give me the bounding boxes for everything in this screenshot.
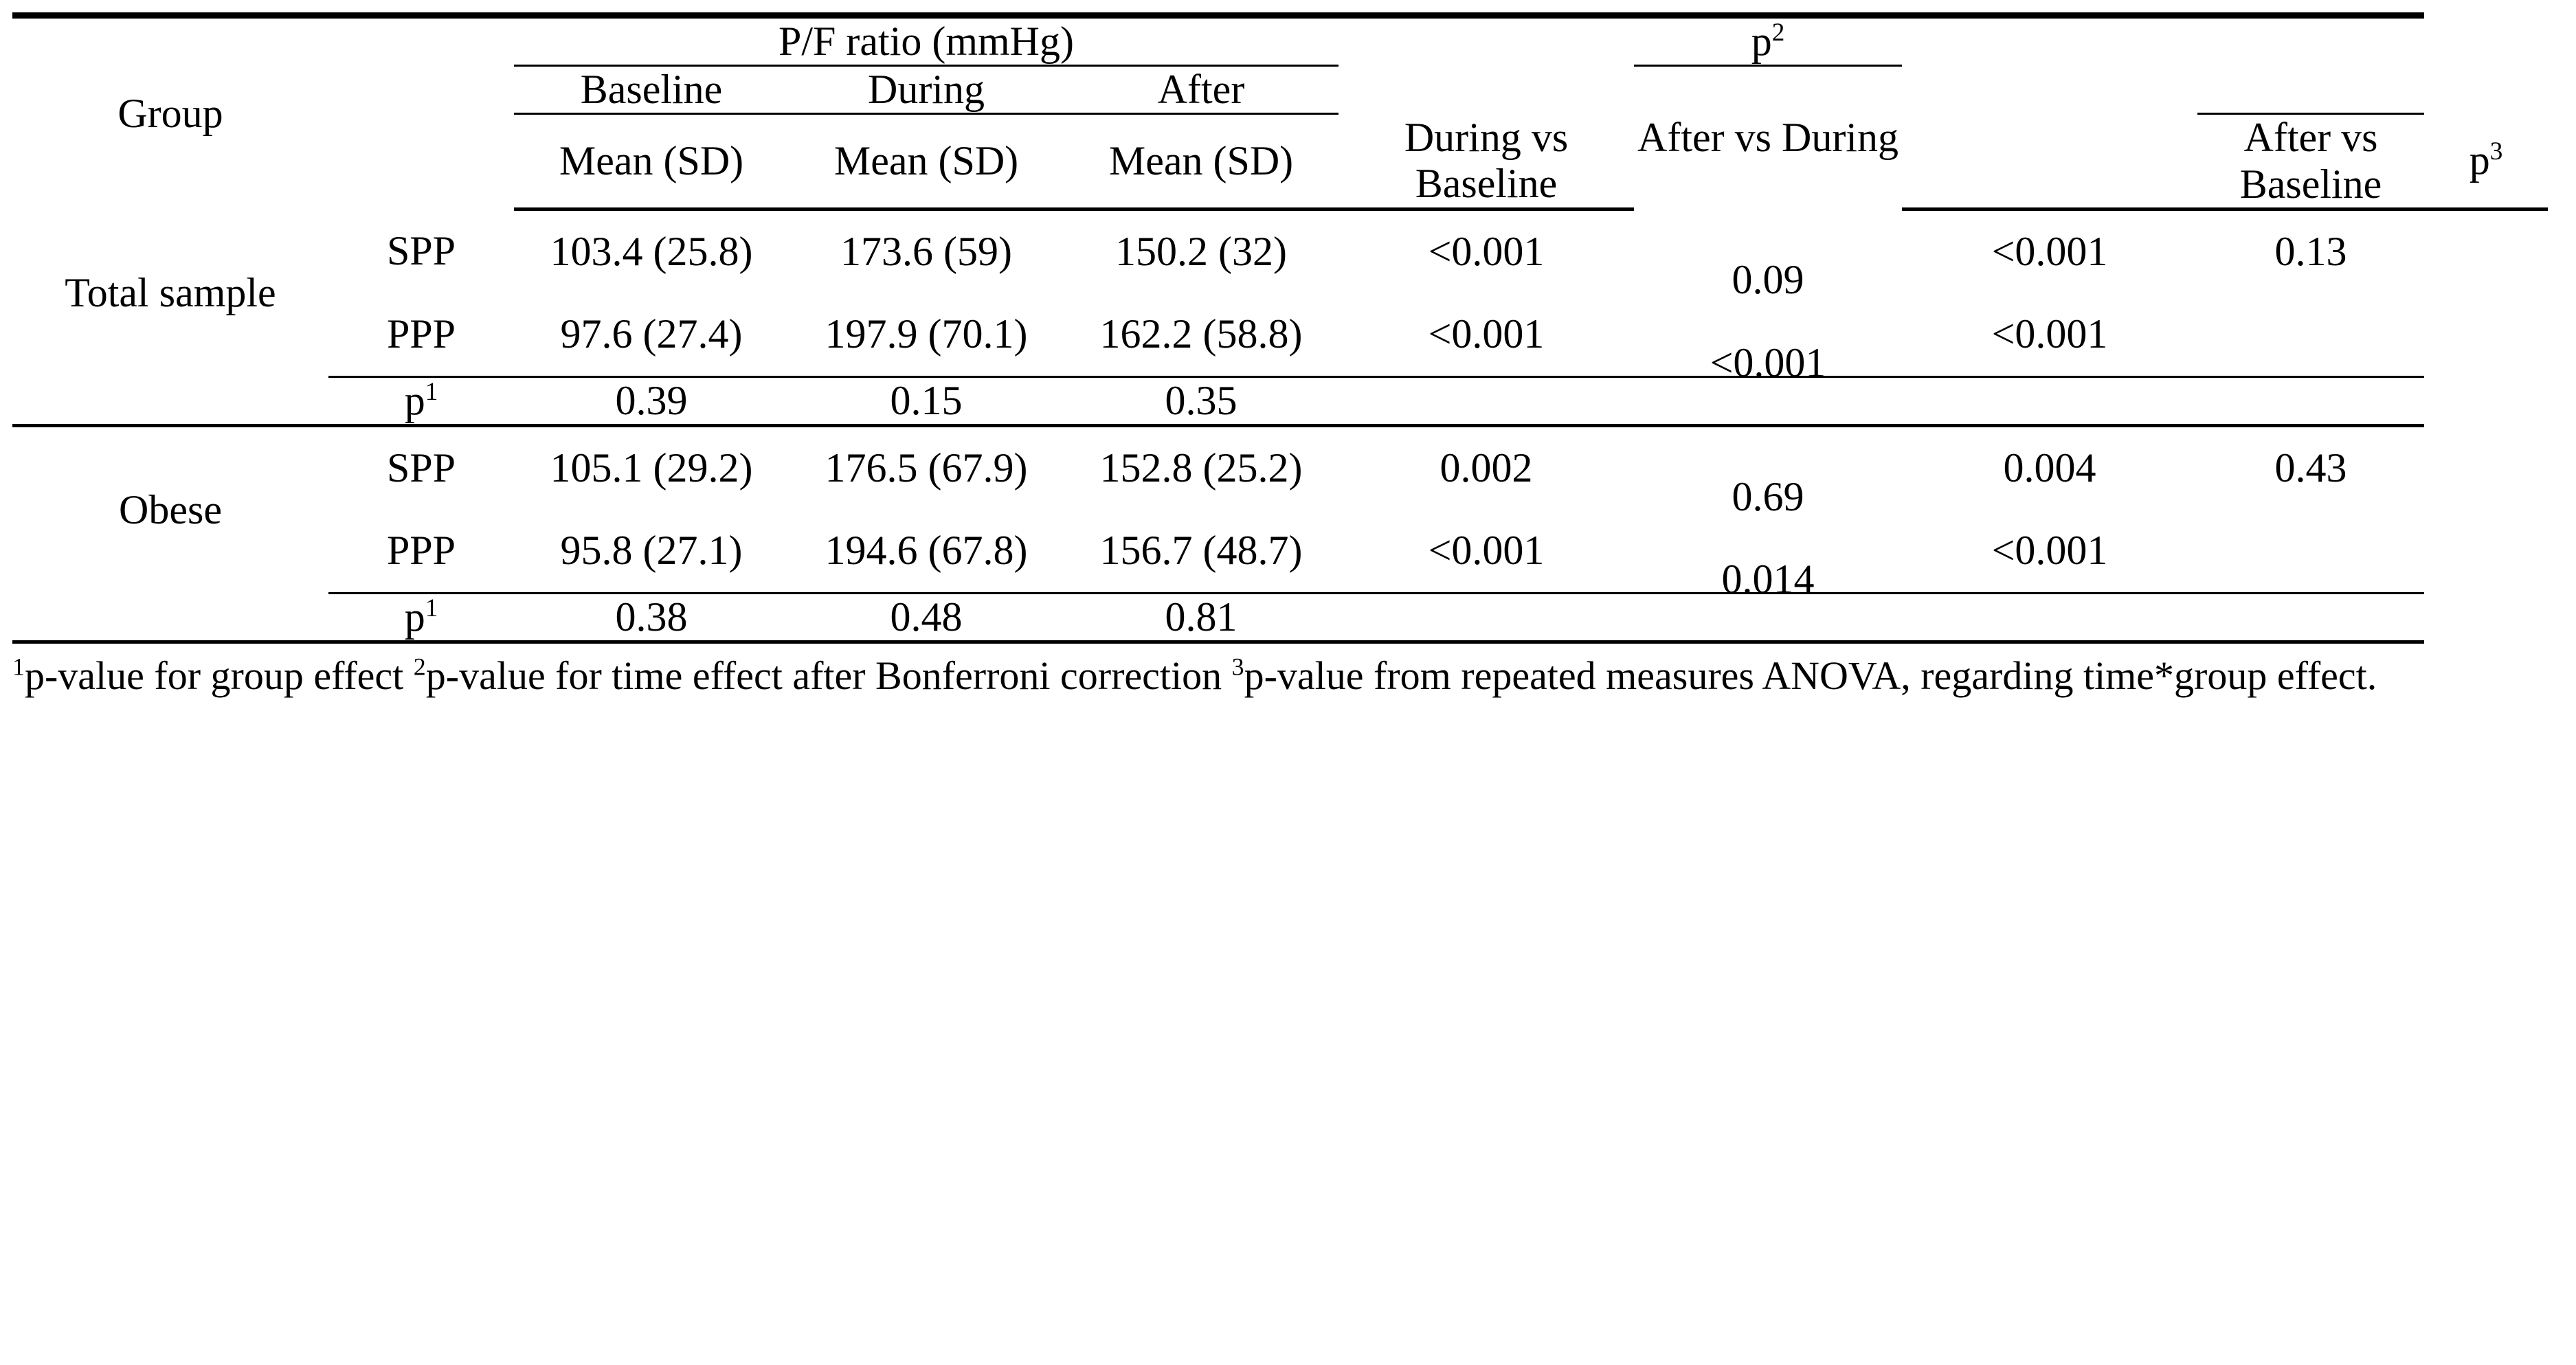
p1-after: 0.81 [1064,593,1339,642]
cell-after-vs-baseline: 0.004 [1902,425,2197,510]
cell-during-vs-baseline: <0.001 [1428,229,1545,275]
footnote-sup-2: 2 [413,653,426,681]
header-p3-sup: 3 [2489,137,2503,166]
row-arm-label: SPP [386,227,456,273]
results-table [12,12,2548,644]
footnote-text-1: p-value for group effect [24,653,414,699]
cell-during-vs-baseline: <0.001 [1428,311,1545,357]
cell-during: 197.9 (70.1) [825,311,1028,357]
p1-row-blank [12,376,328,425]
header-group-label: Group [117,91,223,137]
footnote-sup-1: 1 [12,653,25,681]
p1-during: 0.15 [789,376,1064,425]
header-mean-sd-after: Mean (SD) [1064,114,1339,209]
header-p3: $p^3$ [2424,114,2548,209]
cell-during-vs-baseline: 0.002 [1339,425,1634,510]
header-mean-sd-during: Mean (SD) [789,114,1064,209]
header-p2-sup: 2 [1771,19,1785,47]
header-after-vs-during-spacer [1902,114,2197,209]
section-label-total-sample: Total sample [65,269,276,315]
cell-baseline: 95.8 (27.1) [560,528,743,574]
header-blank-p3-top [2197,16,2424,66]
cell-after: 152.8 (25.2) [1064,425,1339,510]
p1-after: 0.35 [1064,376,1339,425]
table-footnote [12,651,2555,701]
cell-during: 176.5 (67.9) [789,425,1064,510]
cell-baseline: 97.6 (27.4) [560,311,743,357]
header-after-vs-during: After vs During [1637,115,1899,161]
cell-after-vs-baseline: <0.001 [1991,528,2108,574]
header-mean-sd-baseline: Mean (SD) [514,114,789,209]
p1-label: $p^1$ [328,593,514,642]
p1-row [12,376,2548,425]
p1-blank-3 [1902,376,2197,425]
header-p3-rule [2197,66,2424,114]
cell-after-vs-during: 0.09 [1732,256,1804,302]
p1-blank-1 [1339,376,1634,425]
section-label-obese: Obese [12,425,328,593]
p1-blank-1 [1339,593,1634,642]
p1-blank-3 [1902,593,2197,642]
p1-baseline: 0.38 [514,593,789,642]
header-row-1 [12,16,2548,66]
cell-during-vs-baseline: <0.001 [1428,528,1545,574]
footnote-sup-3: 3 [1231,653,1244,681]
cell-during: 173.6 (59) [840,229,1012,275]
table-row [12,209,2548,293]
cell-after: 162.2 (58.8) [1099,311,1303,357]
cell-after-vs-during: 0.69 [1634,425,1902,510]
header-during: During [789,66,1064,114]
cell-after: 150.2 (32) [1115,229,1287,275]
header-blank-durvsbase [1339,16,1634,114]
footnote-text-2: p-value for time effect after Bonferroni correction [425,653,1232,699]
p1-blank-4 [2197,376,2424,425]
header-after: After [1064,66,1339,114]
header-group-cell [12,16,328,210]
p1-baseline: 0.39 [514,376,789,425]
cell-p3 [2197,510,2424,594]
cell-during: 194.6 (67.8) [825,528,1028,574]
header-arm-blank [328,16,514,210]
header-during-vs-baseline: During vs Baseline [1339,114,1634,209]
p1-row [12,593,2548,642]
header-baseline: Baseline [514,66,789,114]
p1-during: 0.48 [789,593,1064,642]
header-blank-aftervsbase [1902,16,2197,114]
header-pf-ratio: P/F ratio (mmHg) [514,16,1339,66]
cell-p3: 0.43 [2197,425,2424,510]
cell-p3: 0.13 [2274,229,2347,275]
p1-label: $p^1$ [328,376,514,425]
table-row [12,293,2548,377]
cell-baseline: 103.4 (25.8) [550,229,753,275]
header-after-vs-baseline: After vs Baseline [2197,114,2424,209]
cell-after-vs-baseline: <0.001 [1991,311,2108,357]
row-arm-label: SPP [328,425,514,510]
cell-after-vs-during: 0.014 [1721,556,1815,602]
cell-after: 156.7 (48.7) [1099,528,1303,574]
table-row [12,425,2548,510]
p1-blank-4 [2197,593,2424,642]
cell-after-vs-baseline: <0.001 [1991,229,2108,275]
cell-baseline: 105.1 (29.2) [514,425,789,510]
row-arm-label: PPP [386,311,456,357]
row-arm-label: PPP [386,528,456,574]
table-row [12,510,2548,594]
footnote-text-3: p-value from repeated measures ANOVA, regarding time*group effect. [1244,653,2377,699]
cell-after-vs-during: <0.001 [1710,340,1826,386]
header-p2: $p^2$ [1634,16,1902,66]
cell-p3 [2197,293,2424,377]
p1-row-blank [12,593,328,642]
